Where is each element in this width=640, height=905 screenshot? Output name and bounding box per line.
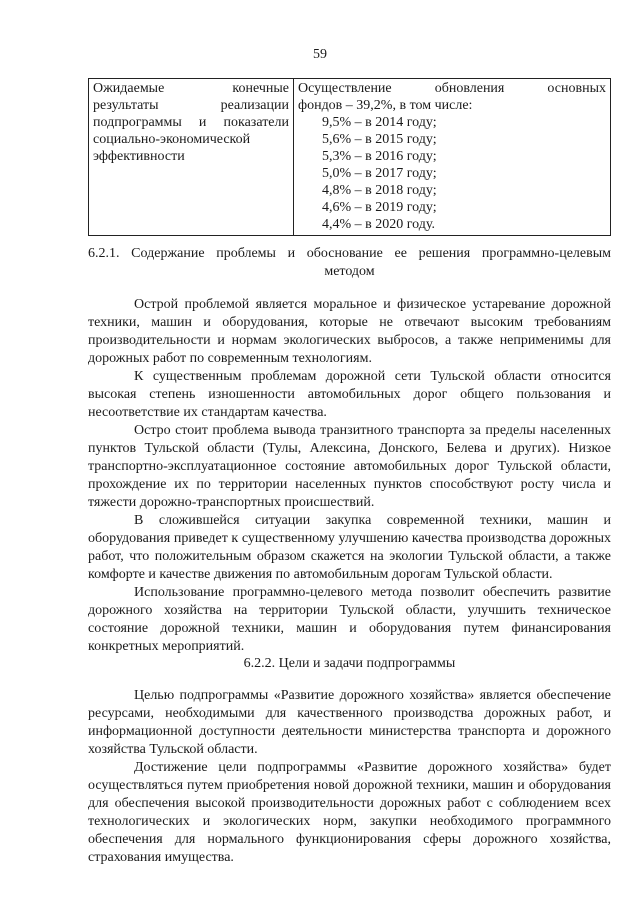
- results-intro-line: фондов – 39,2%, в том числе:: [298, 98, 473, 113]
- label-line: результаты реализации: [93, 98, 289, 113]
- paragraph: Острой проблемой является моральное и физическое устаревание дорожной техники, машин и оборудования, которые не отвечают высоким требованиям производительности и нормам экологических выбросов, а также неприменимы для дорожных работ по современным технологиям.: [88, 297, 611, 366]
- section-heading-line: 6.2.1. Содержание проблемы и обоснование ее решения программно-целевым: [88, 246, 611, 261]
- results-value-cell: [294, 79, 611, 236]
- paragraph: Достижение цели подпрограммы «Развитие дорожного хозяйства» будет осуществляться путем приобретения новой дорожной техники, машин и оборудования для обеспечения высокой производительности дорожных работ с соблюдением всех технологических и экологических норм, закупки необходимого программного обеспечения для нормального функционирования сферы дорожного хозяйства, страхования имущества.: [88, 760, 611, 865]
- section-heading: 6.2.2. Цели и задачи подпрограммы: [243, 656, 456, 671]
- paragraph: Остро стоит проблема вывода транзитного транспорта за пределы населенных пунктов Тульской области (Тулы, Алексина, Донского, Белева и других). Низкое транспортно-эксплуатационное состояние автомобильных дорог Тульской области, прохождение их по территории населенных пунктов способствуют росту числа и тяжести дорожно-транспортных происшествий.: [88, 423, 611, 510]
- list-item: 4,4% – в 2020 году.: [322, 217, 435, 232]
- list-item: 9,5% – в 2014 году;: [322, 115, 437, 130]
- paragraph: К существенным проблемам дорожной сети Тульской области относится высокая степень изношенности автомобильных дорог общего пользования и несоответствие их стандартам качества.: [88, 369, 611, 420]
- section-body: [88, 296, 611, 656]
- results-table: [88, 78, 611, 236]
- section-body: [88, 687, 611, 867]
- list-item: 5,3% – в 2016 году;: [322, 149, 437, 164]
- label-line: эффективности: [93, 149, 185, 164]
- table-row: [89, 79, 611, 236]
- list-item: 4,6% – в 2019 году;: [322, 200, 437, 215]
- list-item: 5,0% – в 2017 году;: [322, 166, 437, 181]
- label-line: Ожидаемые конечные: [93, 81, 289, 96]
- paragraph: Использование программно-целевого метода позволит обеспечить развитие дорожного хозяйства на территории Тульской области, улучшить техническое состояние дорожной техники, машин и оборудования путем финансирования конкретных мероприятий.: [88, 585, 611, 654]
- section-heading-line: методом: [324, 264, 375, 279]
- results-label-cell: [89, 79, 294, 236]
- label-line: социально-экономической: [93, 132, 251, 147]
- indicator-list: [298, 114, 606, 233]
- paragraph: В сложившейся ситуации закупка современной техники, машин и оборудования приведет к существенному улучшению качества производства дорожных работ, что положительным образом скажется на экологии Тульской области, а также комфорте и качестве движения по автомобильным дорогам Тульской области.: [88, 513, 611, 582]
- section-heading: [88, 245, 611, 281]
- list-item: 5,6% – в 2015 году;: [322, 132, 437, 147]
- paragraph: Целью подпрограммы «Развитие дорожного хозяйства» является обеспечение ресурсами, необходимыми для качественного производства дорожных работ, и информационной доступности деятельности министерства транспорта и дорожного хозяйства Тульской области.: [88, 688, 611, 757]
- page-number: 59: [313, 47, 327, 62]
- results-intro-line: Осуществление обновления основных: [298, 81, 606, 96]
- label-line: подпрограммы и показатели: [93, 115, 289, 130]
- list-item: 4,8% – в 2018 году;: [322, 183, 437, 198]
